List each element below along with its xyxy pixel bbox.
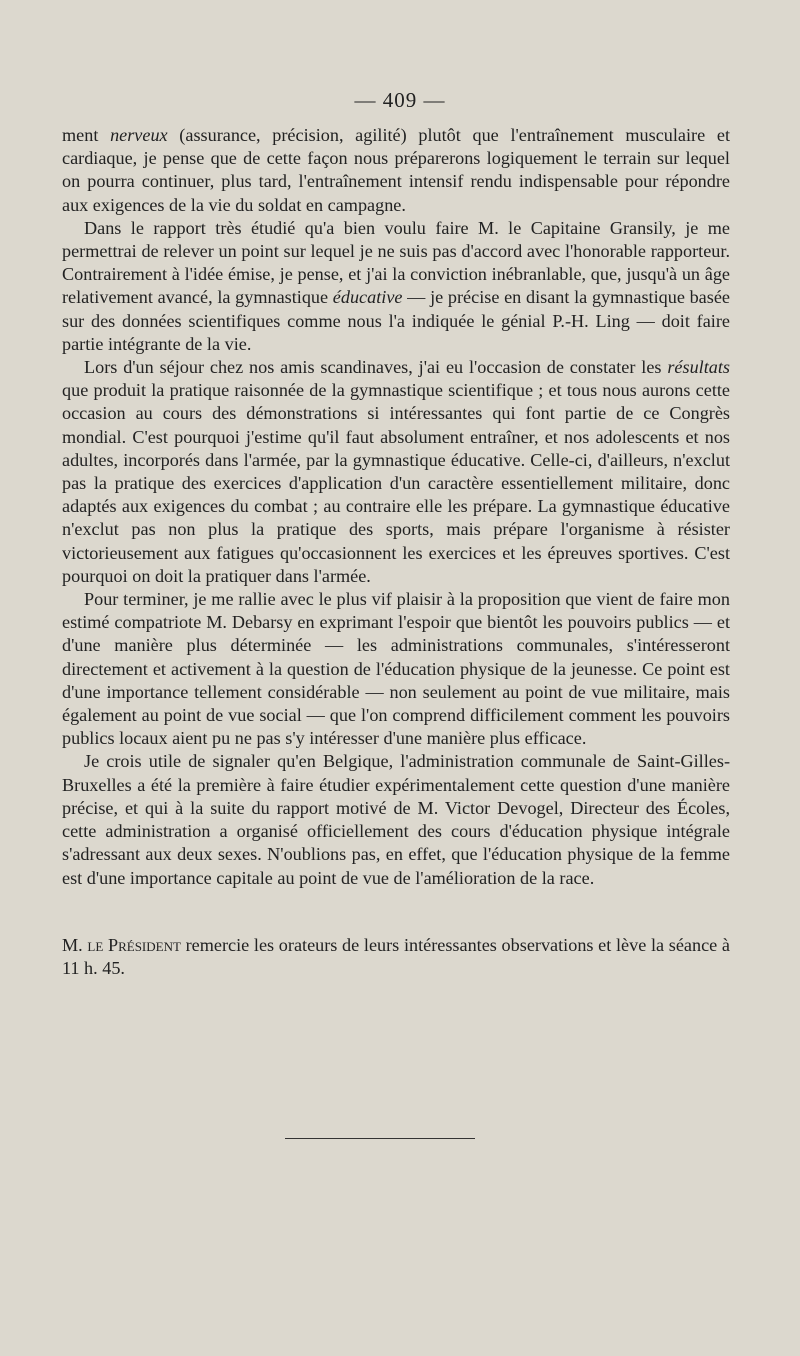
closing-rule-divider xyxy=(285,1138,475,1139)
text-run: ment xyxy=(62,125,111,145)
italic-run: résultats xyxy=(667,357,730,378)
speaker-name: M. le Président xyxy=(62,934,181,955)
paragraph xyxy=(62,124,730,217)
text-run: (assurance, précision, agilité) plutôt que l'entraînement musculaire et cardiaque, je pense que de cette façon nous préparerons logiquement le terrain sur lequel on pourra continuer, plus tard, l'entraînement intensif rendu indispensable pour répondre aux exigences de la vie du soldat en campagne. xyxy=(62,125,730,215)
page-number: — 409 — xyxy=(354,88,446,112)
text-run: Lors d'un séjour chez nos amis scandinaves, j'ai eu l'occasion de constater les xyxy=(84,357,668,378)
document-body xyxy=(62,124,730,980)
paragraph xyxy=(62,217,730,356)
text-run: remercie les orateurs de leurs intéressantes observations et lève la séance à 11 h. 45. xyxy=(62,934,730,978)
paragraph xyxy=(62,356,730,588)
text-run: Dans le rapport très étudié qu'a bien voulu faire M. le Capitaine Gransily, je me permettrai de relever un point sur lequel je ne suis pas d'accord avec l'honorable rapporteur. Contrairement à l'idée émise, je pense, et j'ai la conviction inébranlable, que, jusqu'à un âge relativement avancé, la gymnastique xyxy=(62,217,730,308)
closing-paragraph xyxy=(62,934,730,980)
text-run: que produit la pratique raisonnée de la gymnastique scientifique ; et tous nous aurons cette occasion au cours des démonstrations si intéressantes qui font partie de ce Congrès mondial. C'est pourquoi j'estime qu'il faut absolument entraîner, et nos adolescents et nos adultes, incorporés dans l'armée, par la gymnastique éducative. Celle-ci, d'ailleurs, n'exclut pas la pratique des exercices d'application d'un caractère essentiellement militaire, donc adaptés aux exigences du combat ; au contraire elle les prépare. La gymnastique éducative n'exclut pas non plus la pratique des sports, mais prépare l'organisme à résister victorieusement aux fatigues qu'occasionnent les exercices et les épreuves sportives. C'est pourquoi on doit la pratiquer dans l'armée. xyxy=(62,380,730,586)
italic-run: éducative xyxy=(332,287,403,308)
paragraph: Pour terminer, je me rallie avec le plus vif plaisir à la proposition que vient de faire mon estimé compatriote M. Debarsy en exprimant l'espoir que bientôt les pouvoirs publics — et d'une manière plus déterminée — les administrations communales, s'intéresseront directement et activement à la question de l'éducation physique de la jeunesse. Ce point est d'une importance tellement considérable — non seulement au point de vue militaire, mais également au point de vue social — que l'on comprend difficilement comment les pouvoirs publics locaux aient pu ne pas s'y intéresser d'une manière plus efficace. xyxy=(62,589,730,749)
paragraph: Je crois utile de signaler qu'en Belgique, l'administration communale de Saint-Gilles-Bruxelles a été la première à faire étudier expérimentalement cette question d'une manière précise, et qui à la suite du rapport motivé de M. Victor Devogel, Directeur des Écoles, cette administration a organisé officiellement des cours d'éducation physique intégrale s'adressant aux deux sexes. N'oublions pas, en effet, que l'éducation physique de la femme est d'une importance capitale au point de vue de l'amélioration de la race. xyxy=(62,751,730,888)
italic-run: nerveux xyxy=(110,125,168,145)
text-run: — je précise en disant la gymnastique basée sur des données scientifiques comme nous l'a indiquée le génial P.-H. Ling — doit faire partie intégrante de la vie. xyxy=(62,287,730,354)
